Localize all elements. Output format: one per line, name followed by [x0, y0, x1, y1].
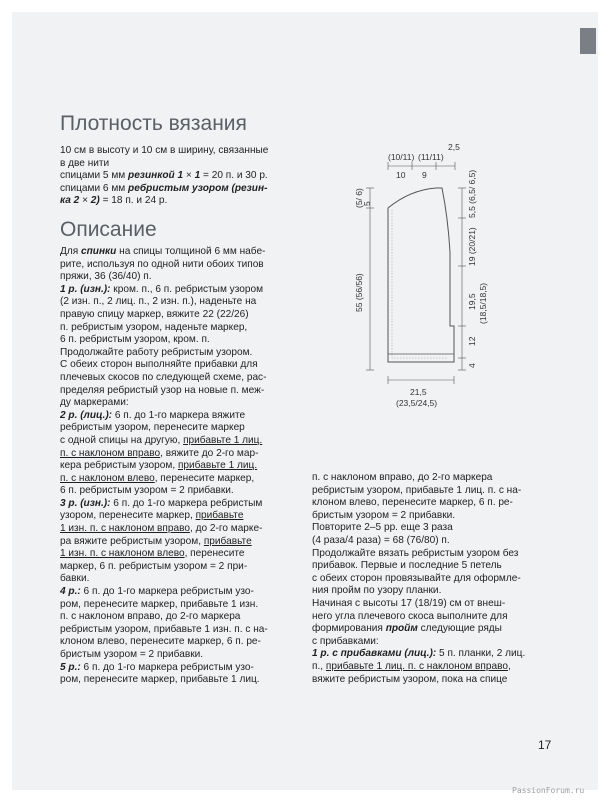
- right-label-a: 5,5 (6,5/ 6,5): [467, 169, 477, 218]
- top-label-b: (11/11): [418, 152, 444, 162]
- page-number: 17: [538, 738, 552, 752]
- right-label-d: (18,5/18,5): [478, 282, 488, 324]
- description-heading: Описание: [60, 218, 157, 241]
- gauge-text: [60, 145, 268, 208]
- garment-outline: [388, 188, 454, 362]
- right-label-e: 12: [467, 336, 477, 346]
- top-label-a: (10/11): [388, 152, 415, 162]
- left-shoulder-label: (5/ 6): [354, 188, 364, 208]
- right-label-c: 19,5: [467, 293, 477, 310]
- band-line: [392, 210, 448, 358]
- description-left-column: Для спинки на спицы толщиной 6 мм набе- рите, используя по одной нити обоих типов пряжи, 36 (36/40) п. 1 р. (изн.): кром. п., 6 п. ребристым узором (2 изн. п., 2 лиц. п., 2 изн. п.), наденьте на правую спицу маркер, вяжите 22 (22/26) п. ребристым узором, наденьте маркер, 6 п. ребристым узором, кром. п. Продолжайте работу ребристым узором. С обеих сторон выполняйте прибавки для плечевых скосов по следующей схеме, рас- пределяя ребристый узор на новые п. меж- ду маркерами: 2 р. (лиц.): 6 п. до 1-го маркера вяжите ребристым узором, перенесите маркер с одной спицы на другую, прибавьте 1 лиц. п. с наклоном вправо, вяжите до 2-го мар- кера ребристым узором, прибавьте 1 лиц. п. с наклоном влево, перенесите маркер, 6 п. ребристым узором = 2 прибавки. 3 р. (изн.): 6 п. до 1-го маркера ребристым узором, перенесите маркер, прибавьте 1 изн. п. с наклоном вправо, до 2-го марке- ра вяжите ребристым узором, прибавьте 1 изн. п. с наклоном влево, перенесите маркер, 6 п. ребристым узором = 2 при- бавки. 4 р.: 6 п. до 1-го маркера ребристым узо- ром, перенесите маркер, прибавьте 1 изн. п. с наклоном вправо, до 2-го маркера ребристым узором, прибавьте 1 изн. п. с на- клоном влево, перенесите маркер, 6 п. ре- бристым узором = 2 прибавки. 5 р.: 6 п. до 1-го маркера ребристым узо- ром, перенесите маркер, прибавьте 1 лиц.: [60, 246, 268, 686]
- gauge-line: спицами 5 мм резинкой 1 × 1 = 20 п. и 30 р.: [60, 170, 268, 182]
- top-label-e: 9: [422, 170, 427, 180]
- gauge-line: в две нити: [60, 157, 110, 169]
- back-schematic: [330, 140, 490, 430]
- height-label: 55 (56/56): [354, 273, 364, 312]
- gauge-line: 10 см в высоту и 10 см в ширину, связанные: [60, 145, 269, 156]
- gauge-line: спицами 6 мм ребристым узором (резин-: [60, 182, 268, 194]
- top-label-c: 2,5: [448, 142, 460, 152]
- right-label-b: 19 (20/21): [467, 227, 477, 266]
- top-label-d: 10: [396, 170, 406, 180]
- corner-tab: [580, 28, 596, 54]
- left-shoulder-label2: 5: [362, 201, 372, 206]
- bottom-label-b: (23,5/24,5): [396, 398, 438, 408]
- description-right-column: п. с наклоном вправо, до 2-го маркера ребристым узором, прибавьте 1 лиц. п. с на- клоном влево, перенесите маркер, 6 п. ре- бристым узором = 2 прибавки. Повторите 2–5 рр. еще 3 раза (4 раза/4 раза) = 68 (76/80) п. Продолжайте вязать ребристым узором без прибавок. Первые и последние 5 петель с обеих сторон провязывайте для оформле- ния пройм по узору планки. Начиная с высоты 17 (18/19) см от внеш- него угла плечевого скоса выполните для формирования пройм следующие ряды с прибавками: 1 р. с прибавками (лиц.): 5 п. планки, 2 лиц. п., прибавьте 1 лиц. п. с наклоном вправо, вяжите ребристым узором, пока на спице: [312, 472, 526, 685]
- watermark: PassionForum.ru: [512, 786, 585, 795]
- gauge-heading: Плотность вязания: [60, 112, 247, 135]
- gauge-line: ка 2 × 2) = 18 п. и 24 р.: [60, 195, 168, 207]
- right-label-f: 4: [467, 363, 477, 368]
- bottom-label-a: 21,5: [410, 387, 427, 397]
